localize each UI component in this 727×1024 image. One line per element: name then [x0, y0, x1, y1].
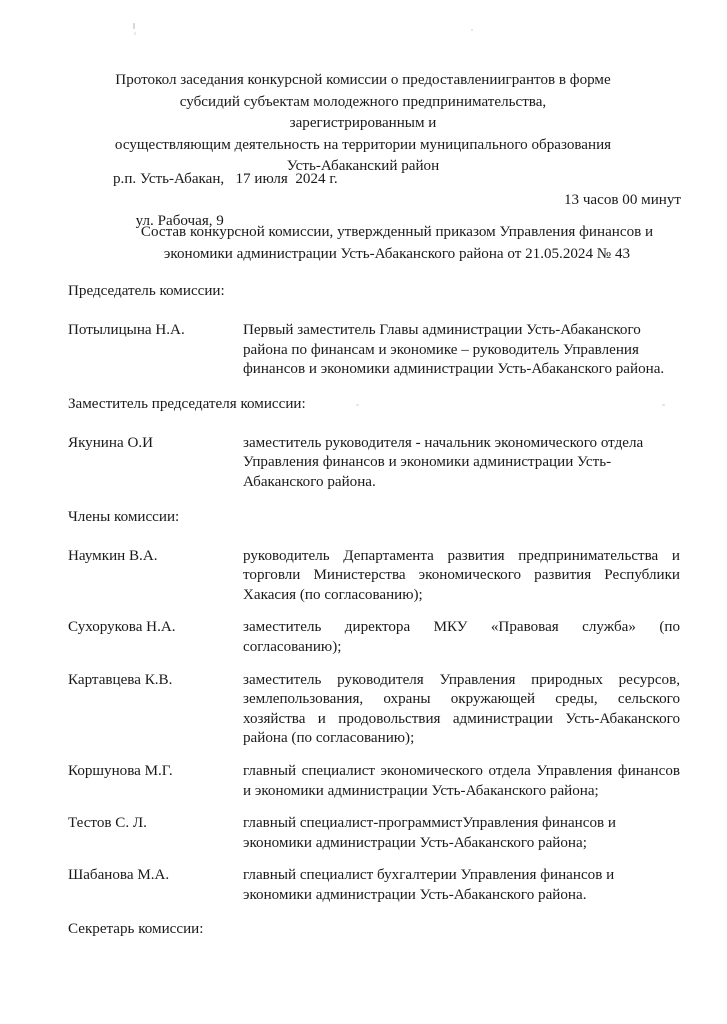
- member-name: Якунина О.И: [68, 434, 154, 451]
- title-line-3: осуществляющим деятельность на территории муниципального образования: [114, 136, 612, 153]
- scan-speck: [471, 29, 473, 31]
- member-role: главный специалист-программистУправления финансов и экономики администрации Усть-Абаканского района;: [243, 815, 616, 851]
- member-name: Тестов С. Л.: [68, 815, 147, 832]
- title-line-2: субсидий субъектам молодежного предпринимательства, зарегистрированным и: [179, 93, 547, 131]
- member-name: Шабанова М.А.: [68, 867, 170, 884]
- member-role: заместитель руководителя - начальник экономического отдела Управления финансов и экономики администрации Усть-Абаканского района.: [243, 434, 644, 490]
- approval-paragraph: [113, 222, 681, 265]
- roster-row: [68, 434, 680, 493]
- member-role: главный специалист экономического отдела Управления финансов и экономики администрации Усть-Абаканского района;: [243, 762, 680, 799]
- roster-row: [68, 814, 680, 853]
- member-role: руководитель Департамента развития предпринимательства и торговли Министерства экономического развития Республики Хакасия (по согласованию);: [243, 547, 680, 603]
- member-name: Потылицына Н.А.: [68, 322, 185, 338]
- member-name: Коршунова М.Г.: [68, 762, 173, 779]
- approval-line-2: экономики администрации Усть-Абаканского района от 21.05.2024 № 43: [163, 245, 631, 262]
- scan-speck: [133, 23, 135, 29]
- roster-row: [68, 321, 680, 380]
- member-role: заместитель директора МКУ «Правовая служба» (по согласованию);: [243, 619, 680, 655]
- place-and-date: р.п. Усть-Абакан, 17 июля 2024 г.: [113, 171, 338, 187]
- section-heading-secretary: Секретарь комиссии:: [68, 921, 204, 938]
- member-name: Картавцева К.В.: [68, 671, 173, 688]
- document-title: [113, 70, 613, 178]
- roster-row: [68, 618, 680, 657]
- member-name: Наумкин В.А.: [68, 547, 158, 564]
- member-role: Первый заместитель Главы администрации Усть-Абаканского района по финансам и экономике – руководитель Управления финансов и экономики администрации Усть-Абаканского района.: [243, 322, 665, 378]
- commission-roster: [68, 281, 680, 940]
- meeting-time: 13 часов 00 минут: [563, 192, 681, 208]
- title-line-1: Протокол заседания конкурсной комиссии о предоставлениигрантов в форме: [115, 72, 611, 88]
- member-name: Сухорукова Н.А.: [68, 619, 176, 636]
- roster-row: [68, 547, 680, 606]
- roster-row: [68, 671, 680, 749]
- scan-speck: [134, 32, 136, 35]
- address-line: ул. Рабочая, 9: [135, 213, 224, 229]
- roster-row: [68, 762, 680, 801]
- section-heading-deputy-chair: Заместитель председателя комиссии:: [68, 395, 306, 412]
- approval-line-1: Состав конкурсной комиссии, утвержденный приказом Управления финансов и: [140, 224, 654, 240]
- member-role: заместитель руководителя Управления природных ресурсов, землепользования, охраны окружающей среды, сельского хозяйства и продовольствия администрации Усть-Абаканского района (по согласованию);: [243, 671, 680, 747]
- member-role: главный специалист бухгалтерии Управления финансов и экономики администрации Усть-Абаканского района.: [243, 867, 615, 903]
- section-heading-members: Члены комиссии:: [68, 508, 180, 525]
- section-heading-chairman: Председатель комиссии:: [68, 283, 225, 299]
- title-line-4: Усть-Абаканский район: [286, 158, 440, 174]
- roster-row: [68, 866, 680, 905]
